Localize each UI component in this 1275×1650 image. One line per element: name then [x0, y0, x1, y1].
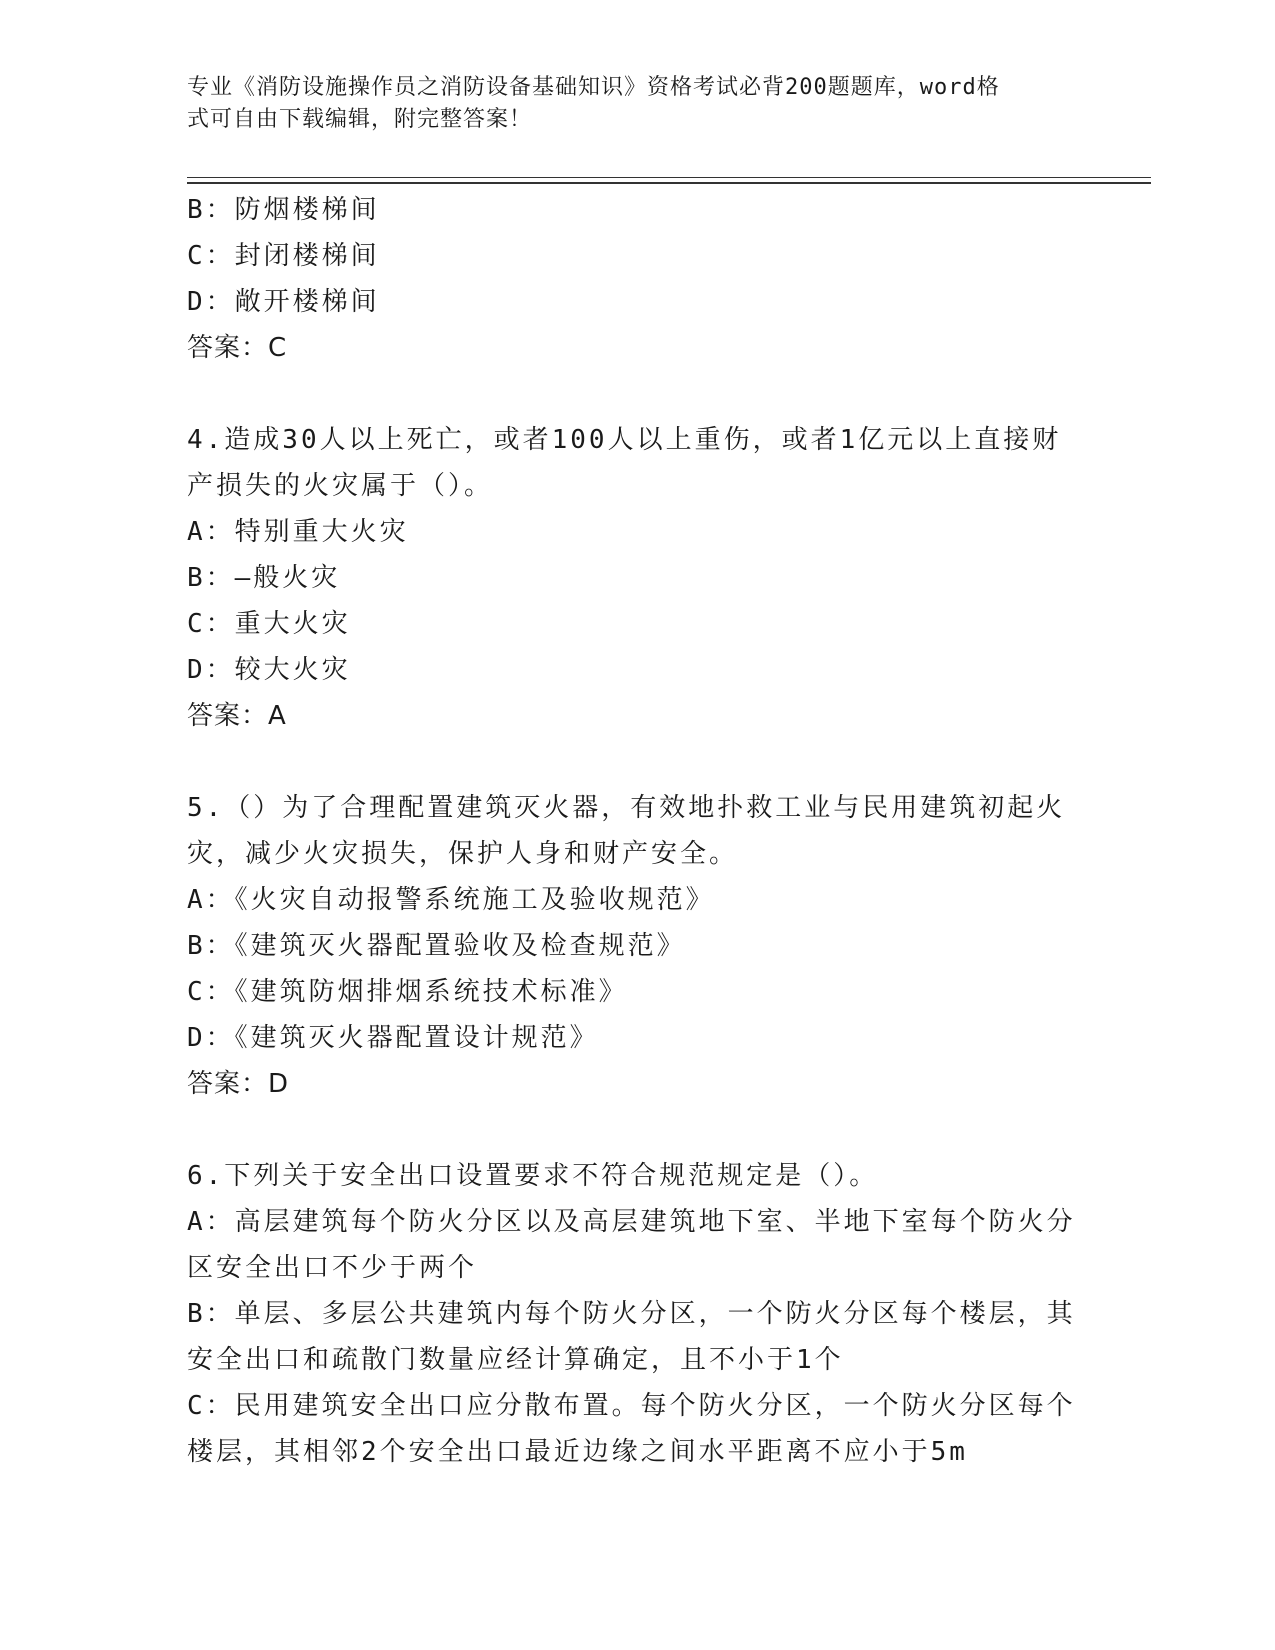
q4-stem-line-2: 产损失的火灾属于（）。: [187, 471, 494, 501]
question-5: [187, 785, 1077, 1107]
q5-answer: 答案：D: [187, 1069, 290, 1099]
spacer: [187, 739, 1077, 785]
q4-option-d: D：较大火灾: [187, 655, 351, 685]
q3-option-d: D：敞开楼梯间: [187, 287, 380, 317]
q6-option-c-line-2: 楼层，其相邻2个安全出口最近边缘之间水平距离不应小于5m: [187, 1437, 968, 1467]
q6-option-a-line-2: 区安全出口不少于两个: [187, 1253, 478, 1283]
question-4: [187, 417, 1077, 739]
q3-option-c: C：封闭楼梯间: [187, 241, 380, 271]
question-3-partial: [187, 187, 1077, 371]
q6-stem: 6.下列关于安全出口设置要求不符合规范规定是（）。: [187, 1161, 879, 1191]
q5-option-b: B：《建筑灭火器配置验收及检查规范》: [187, 931, 686, 961]
q4-stem-line-1: 4.造成30人以上死亡，或者100人以上重伤，或者1亿元以上直接财: [187, 425, 1062, 455]
header-line-2: 式可自由下载编辑，附完整答案！: [187, 107, 533, 132]
q4-option-c: C：重大火灾: [187, 609, 351, 639]
spacer: [187, 371, 1077, 417]
q5-stem-line-1: 5.（）为了合理配置建筑灭火器，有效地扑救工业与民用建筑初起火: [187, 793, 1066, 823]
q5-option-d: D：《建筑灭火器配置设计规范》: [187, 1023, 599, 1053]
question-content: [187, 187, 1077, 1475]
page-header: [187, 72, 1067, 136]
q6-option-b-line-2: 安全出口和疏散门数量应经计算确定，且不小于1个: [187, 1345, 844, 1375]
q5-option-c: C：《建筑防烟排烟系统技术标准》: [187, 977, 628, 1007]
q4-option-b: B：—般火灾: [187, 563, 341, 593]
q3-option-b: B：防烟楼梯间: [187, 195, 380, 225]
question-6: [187, 1153, 1077, 1475]
q5-option-a: A：《火灾自动报警系统施工及验收规范》: [187, 885, 715, 915]
q6-option-a-line-1: A：高层建筑每个防火分区以及高层建筑地下室、半地下室每个防火分: [187, 1207, 1076, 1237]
q4-option-a: A：特别重大火灾: [187, 517, 409, 547]
header-line-1: 专业《消防设施操作员之消防设备基础知识》资格考试必背200题题库，word格: [187, 75, 1000, 100]
q3-answer: 答案：C: [187, 333, 288, 363]
q5-stem-line-2: 灾，减少火灾损失，保护人身和财产安全。: [187, 839, 739, 869]
header-divider-thin: [187, 177, 1151, 178]
header-divider-thick: [187, 182, 1151, 184]
q6-option-b-line-1: B：单层、多层公共建筑内每个防火分区，一个防火分区每个楼层，其: [187, 1299, 1076, 1329]
spacer: [187, 1107, 1077, 1153]
q4-answer: 答案：A: [187, 701, 287, 731]
q6-option-c-line-1: C：民用建筑安全出口应分散布置。每个防火分区，一个防火分区每个: [187, 1391, 1076, 1421]
